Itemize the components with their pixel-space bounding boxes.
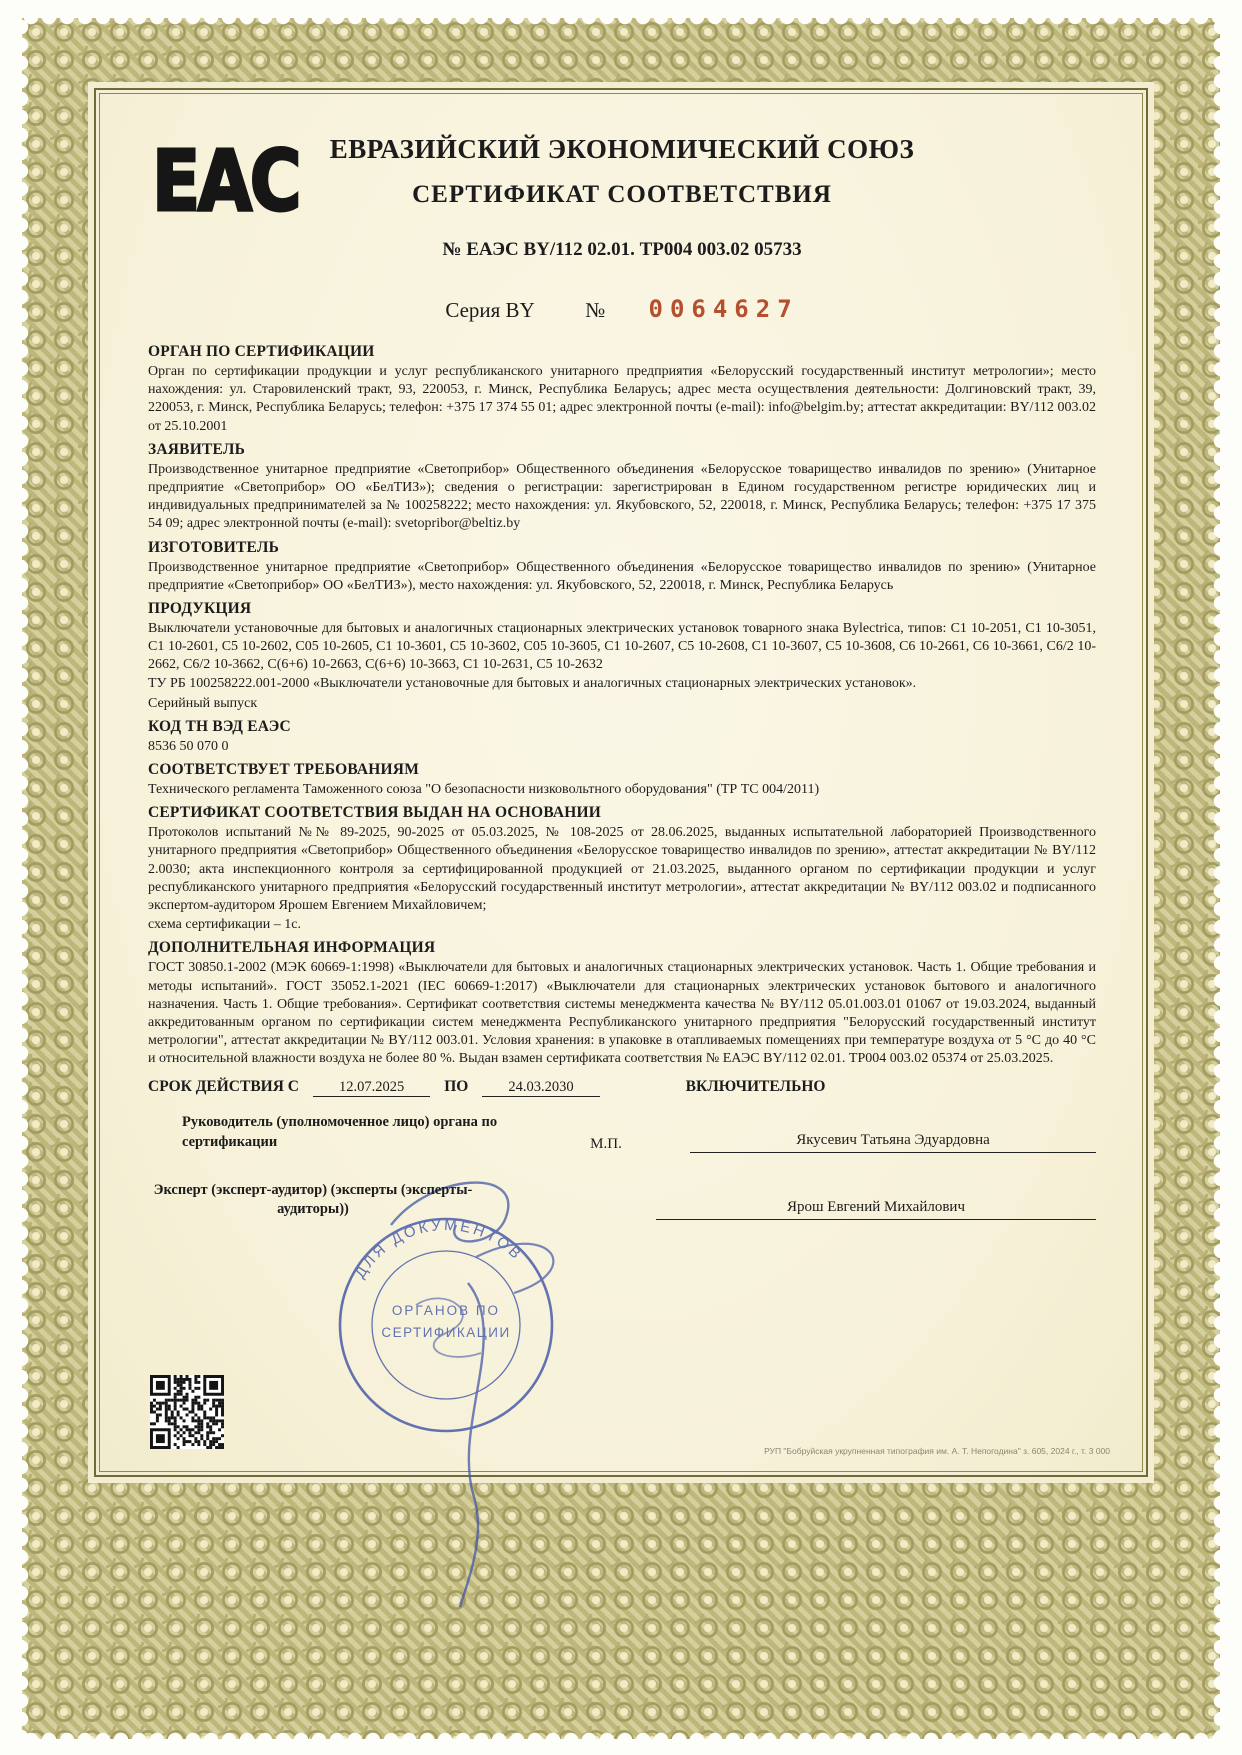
validity-to-date: 24.03.2030 [482, 1079, 599, 1097]
validity-row [148, 1078, 1096, 1097]
expert-signature-row [148, 1181, 1096, 1220]
scallop-edge-bottom [22, 1729, 1220, 1740]
scallop-edge-right [1210, 18, 1221, 1739]
section-title: ИЗГОТОВИТЕЛЬ [148, 538, 280, 556]
certificate-paper [94, 88, 1148, 1477]
signature-block [148, 1113, 1096, 1219]
section-paragraph: Технического регламента Таможенного союза "О безопасности низковольтного оборудования" (ТР ТС 004/2011) [148, 782, 820, 797]
union-title: ЕВРАЗИЙСКИЙ ЭКОНОМИЧЕСКИЙ СОЮЗ [329, 134, 915, 164]
qr-code [150, 1375, 224, 1449]
series-number: 0064627 [648, 295, 799, 323]
section-product [148, 600, 1096, 713]
series-row [148, 295, 1096, 323]
section-manufacturer [148, 539, 1096, 595]
section-paragraph: Производственное унитарное предприятие «Светоприбор» Общественного объединения «Белорусское товарищество инвалидов по зрению» (Унитарное предприятие «Светоприбор» ОО «БелТИЗ»); сведения о регистрации: зарегистрирован в Едином государственном регистре юридических лиц и индивидуальных предпринимателей за № 100258222; место нахождения: ул. Якубовского, 52, 220018, г. Минск, Республика Беларусь; телефон: +375 17 375 54 09; адрес электронной почты (e-mail): svetopribor@beltiz.by [148, 461, 1096, 532]
stamp-place-label: М.П. [590, 1135, 622, 1152]
document-title: СЕРТИФИКАТ СООТВЕТСТВИЯ [412, 181, 832, 208]
validity-inclusive-label: ВКЛЮЧИТЕЛЬНО [685, 1078, 826, 1096]
series-label: Серия BY [445, 298, 534, 322]
section-certification-body [148, 343, 1096, 436]
section-paragraph: 8536 50 070 0 [148, 738, 229, 754]
section-title: ПРОДУКЦИЯ [148, 599, 252, 617]
sections [148, 343, 1096, 1068]
section-paragraph: Производственное унитарное предприятие «Светоприбор» Общественного объединения «Белорусское товарищество инвалидов по зрению» (Унитарное предприятие «Светоприбор» ОО «БелТИЗ»), место нахождения: ул. Якубовского, 52, 220018, г. Минск, Республика Беларусь [148, 559, 1096, 593]
expert-signature-name: Ярош Евгений Михайлович [656, 1199, 1096, 1220]
section-issued-on-basis [148, 804, 1096, 934]
head-signature-row [148, 1113, 1096, 1152]
scallop-edge-top [22, 17, 1220, 28]
section-additional-info [148, 939, 1096, 1068]
stamp-line-2: СЕРТИФИКАЦИИ [381, 1325, 511, 1340]
certificate-content [102, 96, 1140, 1469]
validity-from-label: СРОК ДЕЙСТВИЯ С [148, 1078, 299, 1096]
scallop-edge-left [21, 18, 32, 1739]
validity-to-label: ПО [444, 1078, 469, 1096]
section-hs-code [148, 718, 1096, 756]
section-title: СЕРТИФИКАТ СООТВЕТСТВИЯ ВЫДАН НА ОСНОВАНИИ [148, 804, 602, 822]
section-title: ДОПОЛНИТЕЛЬНАЯ ИНФОРМАЦИЯ [148, 939, 436, 957]
eac-logo [152, 132, 300, 230]
eac-logo-text: ЕАС [152, 132, 300, 230]
section-title: СООТВЕТСТВУЕТ ТРЕБОВАНИЯМ [148, 761, 420, 778]
section-title: ЗАЯВИТЕЛЬ [148, 440, 246, 458]
section-title: КОД ТН ВЭД ЕАЭС [148, 717, 291, 735]
section-paragraph: Выключатели установочные для бытовых и аналогичных стационарных электрических установок товарного знака Bylectrica, типов: С1 10-2051, С1 10-3051, С1 10-2601, С5 10-2602, С05 10-2605, С1 10-3601, С5 10-3602, С05 10-3605, С1 10-2607, С5 10-2608, С1 10-3607, С5 10-3608, С6 10-2661, С6 10-3661, С6/2 10-2662, С6/2 10-3662, С(6+6) 10-2663, С(6+6) 10-3663, С1 10-2631, С5 10-2632 [148, 620, 1096, 673]
expert-signature-label: Эксперт (эксперт-аудитор) (эксперты (эксперты-аудиторы)) [153, 1181, 473, 1218]
stamp-line-1: ОРГАНОВ ПО [391, 1303, 501, 1318]
section-paragraph: схема сертификации – 1с. [148, 917, 301, 933]
section-paragraph: ГОСТ 30850.1-2002 (МЭК 60669-1:1998) «Выключатели для бытовых и аналогичных стационарных электрических установок. Часть 1. Общие требования и методы испытаний». ГОСТ 35052.1-2021 (IEC 60669-1:2017) «Выключатели для стационарных электрических установок бытового и аналогичного назначения. Часть 1. Общие требования». Сертификат соответствия системы менеджмента качества № BY/112 05.01.003.01 01067 от 19.03.2024, выданный аккредитованным органом по сертификации систем менеджмента Республиканского унитарного предприятия "Белорусский государственный институт метрологии", аттестат аккредитации № BY/112 003.01. Условия хранения: в упаковке в отапливаемых помещениях при температуре воздуха от 5 °С до 40 °С и относительной влажности воздуха не более 80 %. Выдан взамен сертификата соответствия № ЕАЭС BY/112 02.01. ТР004 003.02 05374 от 25.03.2025. [148, 960, 1096, 1067]
head-signature-name: Якусевич Татьяна Эдуардовна [690, 1132, 1096, 1153]
section-paragraph: ТУ РБ 100258222.001-2000 «Выключатели установочные для бытовых и аналогичных стационарных электрических установок». [148, 676, 917, 692]
certificate-number: № ЕАЭС BY/112 02.01. ТР004 003.02 05733 [442, 239, 802, 260]
section-paragraph: Орган по сертификации продукции и услуг республиканского унитарного предприятия «Белорусский государственный институт метрологии»; место нахождения: ул. Старовиленский тракт, 93, 220053, г. Минск, Республика Беларусь; адрес места осуществления деятельности: Долгиновский тракт, 39, 220053, г. Минск, Республика Беларусь; телефон: +375 17 374 55 01; адрес электронной почты (e-mail): info@belgim.by; аттестат аккредитации: BY/112 003.02 от 25.10.2001 [148, 364, 1096, 434]
stamp-arc-text: ДЛЯ ДОКУМЕНТОВ [351, 1216, 526, 1282]
head-signature-label: Руководитель (уполномоченное лицо) органа по сертификации [182, 1114, 498, 1150]
section-paragraph: Протоколов испытаний №№ 89-2025, 90-2025 от 05.03.2025, № 108-2025 от 28.06.2025, выданных испытательной лабораторией Производственного унитарного предприятия «Светоприбор» Общественного объединения «Белорусское товарищество инвалидов по зрению», аттестат аккредитации № BY/112 2.0030; акта инспекционного контроля за сертифицированной продукцией от 21.03.2025, выданного органом по сертификации продукции и услуг республиканского унитарного предприятия «Белорусский государственный институт метрологии», аттестат аккредитации № BY/112 003.02 и подписанного экспертом-аудитором Ярошем Евгением Михайловичем; [148, 825, 1096, 913]
section-paragraph: Серийный выпуск [148, 695, 258, 711]
number-sign: № [585, 298, 606, 322]
section-complies-with [148, 761, 1096, 799]
validity-from-date: 12.07.2025 [313, 1079, 430, 1097]
round-stamp [296, 1165, 606, 1615]
section-applicant [148, 441, 1096, 534]
printer-imprint: РУП "Бобруйская укрупненная типография им. А. Т. Непогодина" з. 605, 2024 г., т. 3 000 [764, 1446, 1110, 1456]
section-title: ОРГАН ПО СЕРТИФИКАЦИИ [148, 343, 375, 360]
